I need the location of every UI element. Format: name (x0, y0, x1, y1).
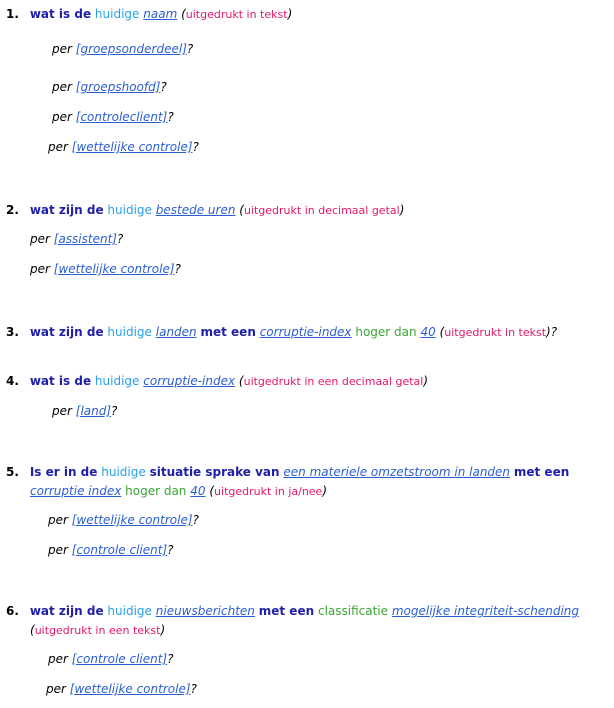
per-target-link[interactable]: [land] (75, 404, 112, 418)
per-line: per [groepshoofd]? (52, 80, 167, 94)
format-note: uitgedrukt in decimaal getal (243, 204, 400, 217)
question-5-cont: corruptie index hoger dan 40 (uitgedrukt in ja/nee) (30, 484, 328, 498)
per-line: per [groepsonderdeel]? (52, 42, 194, 56)
subject-link[interactable]: naam (143, 7, 178, 21)
current-label: huidige (107, 203, 152, 217)
situation-text: situatie sprake van (149, 465, 280, 479)
per-target-link[interactable]: [wettelijke controle] (71, 140, 193, 154)
per-line: per [land]? (52, 404, 118, 418)
per-line: per [controle client]? (48, 652, 174, 666)
question-number: 5. (6, 465, 19, 479)
comparison: hoger dan (355, 325, 417, 339)
value-link[interactable]: 40 (420, 325, 436, 339)
format-note: uitgedrukt in een tekst (34, 624, 161, 637)
question-number: 3. (6, 325, 19, 339)
connector: met een (513, 465, 570, 479)
per-target-link[interactable]: [assistent] (53, 232, 117, 246)
subject-link[interactable]: corruptie-index (143, 374, 236, 388)
per-target-link[interactable]: [controleclient] (75, 110, 168, 124)
question-main: wat zijn de (29, 325, 104, 339)
connector: met een (200, 325, 256, 339)
per-target-link[interactable]: [wettelijke controle] (53, 262, 175, 276)
question-main: wat is de (29, 7, 92, 21)
per-target-link[interactable]: [groepsonderdeel] (75, 42, 187, 56)
question-1: 1. wat is de huidige naam (uitgedrukt in tekst) (6, 7, 293, 21)
classification: classificatie (317, 604, 389, 618)
question-main: Is er in de (29, 465, 98, 479)
per-line: per [wettelijke controle]? (48, 140, 199, 154)
subject-link[interactable]: landen (155, 325, 197, 339)
flow-link[interactable]: een materiele omzetstroom in landen (283, 465, 511, 479)
question-main: wat is de (29, 374, 92, 388)
current-label: huidige (101, 465, 146, 479)
index-link[interactable]: corruptie-index (259, 325, 352, 339)
format-note: uitgedrukt in ja/nee (214, 485, 323, 498)
question-main: wat zijn de (29, 203, 104, 217)
question-number: 4. (6, 374, 19, 388)
question-2: 2. wat zijn de huidige bestede uren (uitgedrukt in decimaal getal) (6, 203, 405, 217)
subject-link[interactable]: bestede uren (155, 203, 236, 217)
question-6-cont: (uitgedrukt in een tekst) (30, 623, 166, 637)
format-note: uitgedrukt in een decimaal getal (243, 375, 424, 388)
index-link[interactable]: corruptie index (30, 484, 122, 498)
per-target-link[interactable]: [groepshoofd] (75, 80, 161, 94)
per-line: per [wettelijke controle]? (46, 682, 197, 696)
question-5 (6, 464, 569, 480)
question-number: 1. (6, 7, 19, 21)
per-line: per [controle client]? (48, 543, 174, 557)
per-target-link[interactable]: [wettelijke controle] (69, 682, 191, 696)
connector: met een (258, 604, 315, 618)
current-label: huidige (107, 325, 152, 339)
current-label: huidige (107, 604, 152, 618)
per-target-link[interactable]: [controle client] (71, 543, 168, 557)
category-link[interactable]: mogelijke integriteit-schending (391, 604, 580, 618)
current-label: huidige (94, 374, 140, 388)
per-line: per [wettelijke controle]? (48, 513, 199, 527)
value-link[interactable]: 40 (190, 484, 206, 498)
current-label: huidige (94, 7, 140, 21)
question-3: 3. wat zijn de huidige landen met een corruptie-index hoger dan 40 (uitgedrukt in tekst)? (6, 325, 558, 339)
question-number: 6. (6, 604, 19, 618)
per-line: per [assistent]? (30, 232, 124, 246)
format-note: uitgedrukt in tekst (444, 326, 547, 339)
format-note: uitgedrukt in tekst (185, 8, 288, 21)
per-target-link[interactable]: [controle client] (71, 652, 168, 666)
question-4: 4. wat is de huidige corruptie-index (uitgedrukt in een decimaal getal) (6, 374, 429, 388)
question-6 (6, 603, 579, 619)
per-target-link[interactable]: [wettelijke controle] (71, 513, 193, 527)
comparison: hoger dan (125, 484, 187, 498)
question-main: wat zijn de (29, 604, 104, 618)
subject-link[interactable]: nieuwsberichten (155, 604, 255, 618)
question-number: 2. (6, 203, 19, 217)
per-line: per [controleclient]? (52, 110, 174, 124)
per-line: per [wettelijke controle]? (30, 262, 181, 276)
